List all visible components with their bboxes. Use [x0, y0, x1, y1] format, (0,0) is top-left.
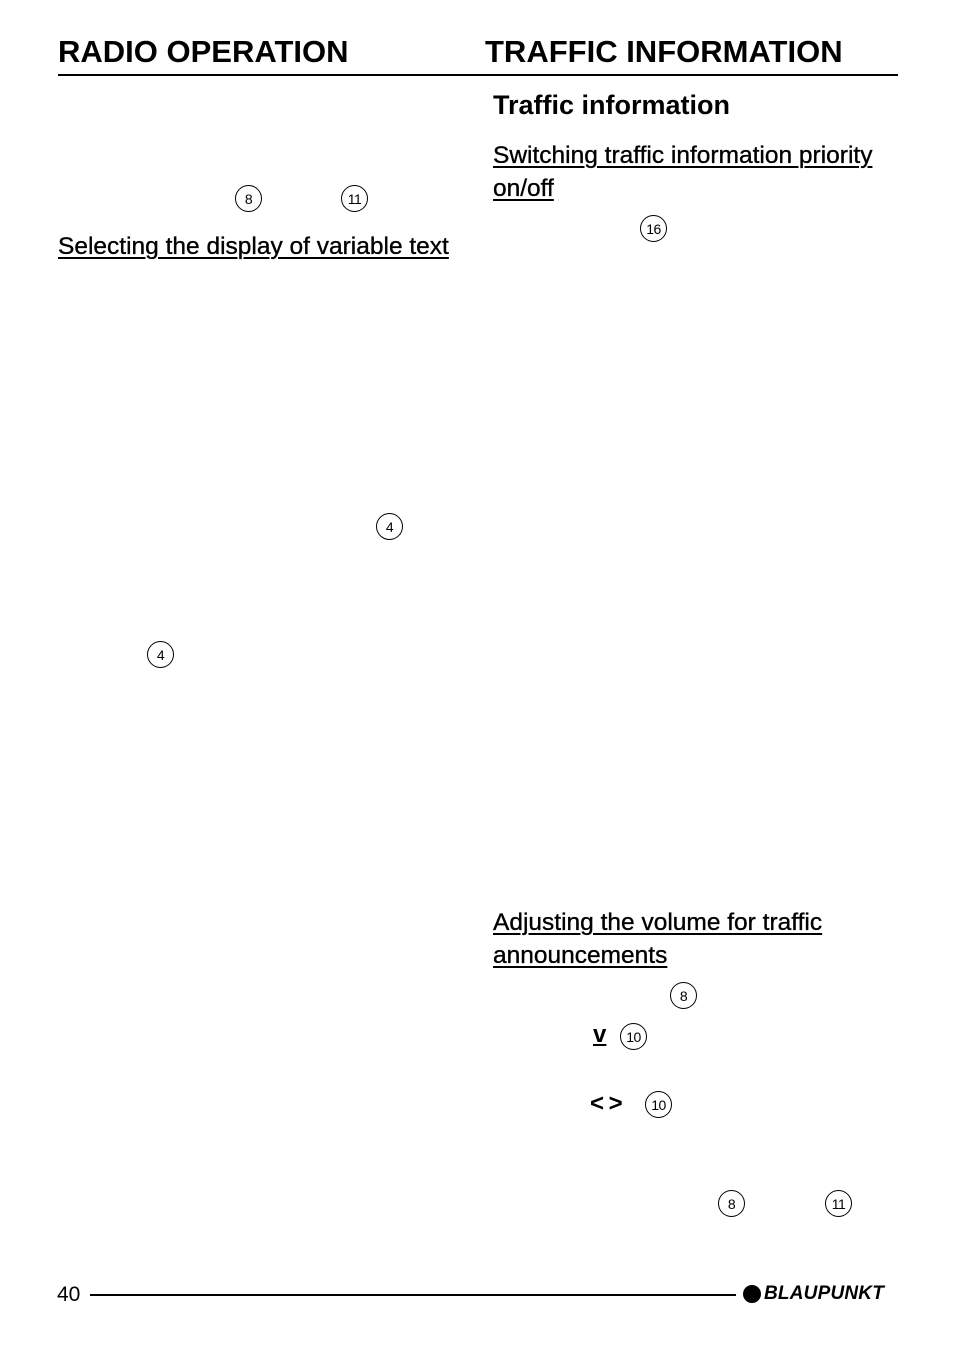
ref-number-10-second: 10	[645, 1091, 672, 1118]
brand-dot-icon	[743, 1285, 761, 1303]
ref-number-8-volume: 8	[670, 982, 697, 1009]
footer-rule	[90, 1294, 736, 1296]
page-number: 40	[57, 1283, 81, 1306]
ref-number-11-bottom: 11	[825, 1190, 852, 1217]
brand-name: BLAUPUNKT	[764, 1283, 885, 1304]
section-title-traffic-information: TRAFFIC INFORMATION	[485, 34, 843, 69]
ref-number-4: 4	[376, 513, 403, 540]
heading-adjusting-volume: Adjusting the volume for traffic announcements	[493, 909, 823, 969]
ref-number-8: 8	[235, 185, 262, 212]
heading-traffic-information: Traffic information	[493, 90, 731, 120]
ref-number-16: 16	[640, 215, 667, 242]
brand-logo	[743, 1284, 884, 1304]
ref-number-4-second: 4	[147, 641, 174, 668]
volume-adjust-buttons-symbol: < >	[590, 1090, 623, 1117]
heading-selecting-variable-text: Selecting the display of variable text	[58, 233, 449, 260]
section-title-radio-operation: RADIO OPERATION	[58, 34, 349, 69]
ref-number-11: 11	[341, 185, 368, 212]
ref-number-10: 10	[620, 1023, 647, 1050]
heading-switching-priority: Switching traffic information priority on/off	[493, 142, 873, 202]
ref-number-8-bottom: 8	[718, 1190, 745, 1217]
header-rule	[58, 74, 898, 76]
volume-down-button-symbol: v	[593, 1021, 607, 1048]
